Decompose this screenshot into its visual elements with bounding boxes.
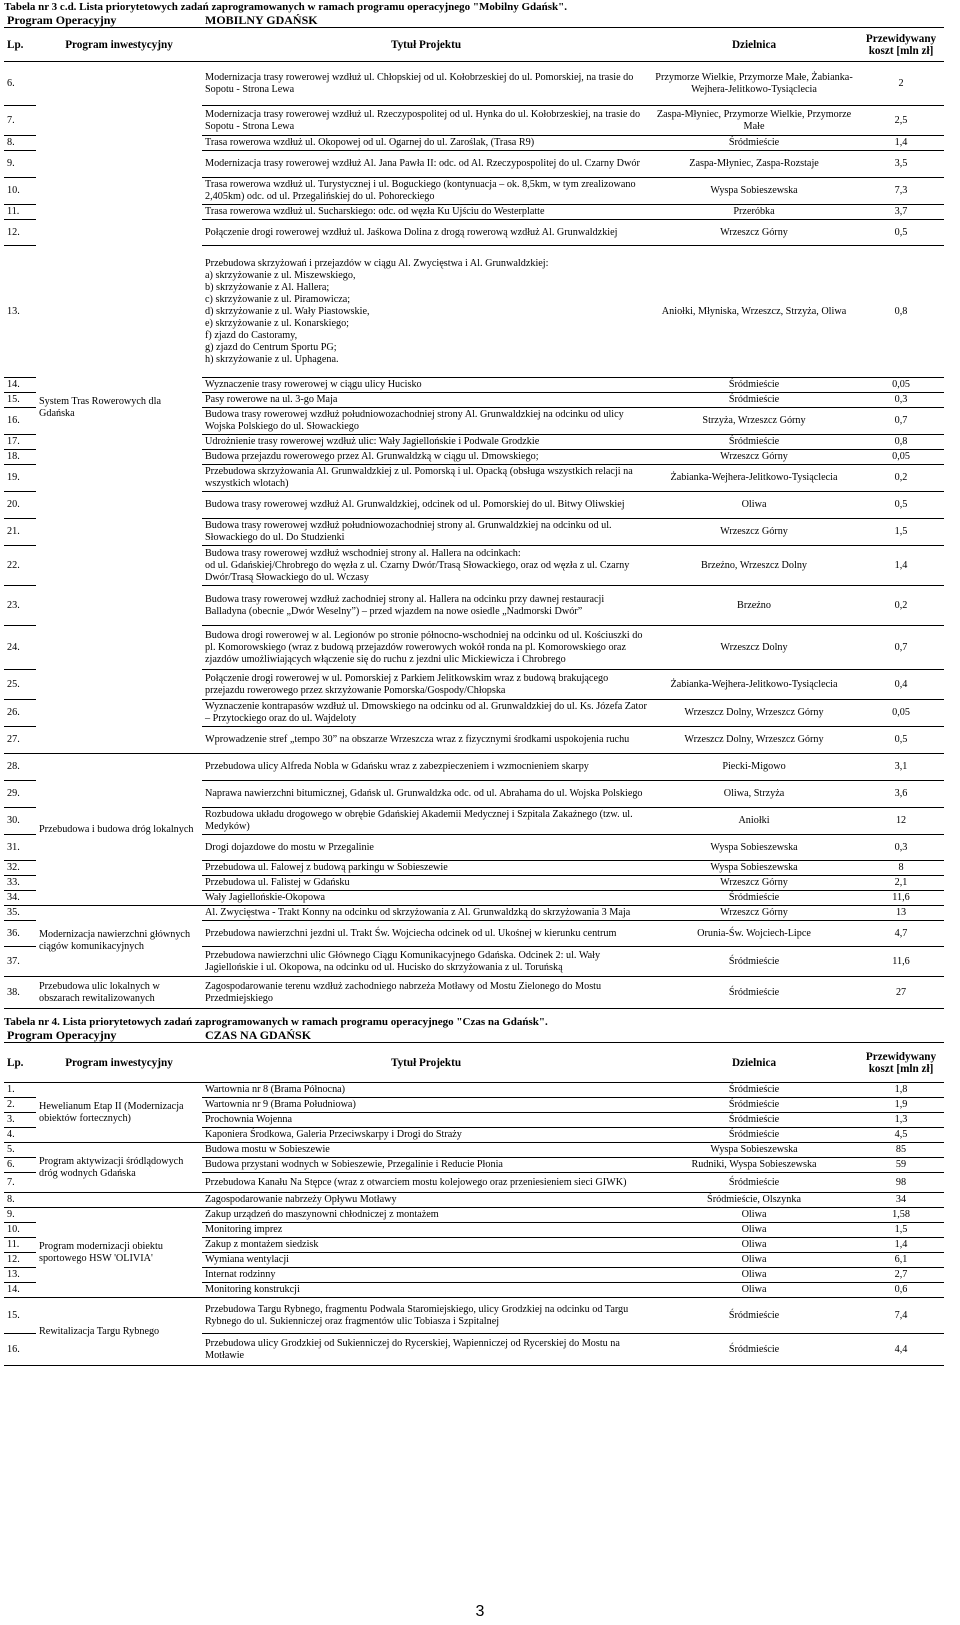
- row-title: Budowa drogi rowerowej w al. Legionów po stronie północno-wschodniej na odcinku od ul. Kościuszki do pl. Komorowskiego (wraz z budową przejazdów rowerowych wokół ronda na pl. Komorowskiego oraz zjazdów umożliwiających włączenie się do ruchu z jezdni ulic Mickiewicza i Chrobrego: [202, 626, 650, 670]
- row-lp: 14.: [4, 378, 36, 393]
- row-title: Budowa trasy rowerowej wzdłuż południowozachodniej strony Al. Grunwaldzkiej na odcinku od ulicy Wojska Polskiego do ul. Słowackiego: [202, 408, 650, 435]
- row-lp: 4.: [4, 1128, 36, 1143]
- header-program: Program inwestycyjny: [36, 28, 202, 62]
- row-title: Udrożnienie trasy rowerowej wzdłuż ulic: Wały Jagiellońskie i Podwale Grodzkie: [202, 435, 650, 450]
- table-row: [4, 62, 944, 106]
- row-cost: 1,58: [858, 1208, 944, 1223]
- row-cost: 0,8: [858, 435, 944, 450]
- row-district: Śródmieście: [650, 1298, 858, 1334]
- row-lp: 29.: [4, 781, 36, 808]
- row-lp: 10.: [4, 178, 36, 205]
- row-lp: 34.: [4, 891, 36, 906]
- row-lp: 27.: [4, 727, 36, 754]
- row-program: [36, 1193, 202, 1208]
- document-page: [4, 2, 944, 1366]
- row-cost: 1,4: [858, 546, 944, 586]
- header-title: Tytuł Projektu: [202, 28, 650, 62]
- table-row: [4, 977, 944, 1009]
- row-lp: 12.: [4, 1253, 36, 1268]
- row-title: Wartownia nr 8 (Brama Północna): [202, 1083, 650, 1098]
- row-cost: 8: [858, 861, 944, 876]
- row-title: Trasa rowerowa wzdłuż ul. Okopowej od ul. Ogarnej do ul. Zaroślak, (Trasa R9): [202, 136, 650, 151]
- row-lp: 6.: [4, 1158, 36, 1173]
- row-district: Wrzeszcz Górny: [650, 450, 858, 465]
- row-lp: 16.: [4, 408, 36, 435]
- row-title: Przebudowa Targu Rybnego, fragmentu Podwala Staromiejskiego, ulicy Grodzkiej na odcinku od Targu Rybnego do ul. Sukienniczej oraz fragmentów ulic Tobiasza i Szpitalnej: [202, 1298, 650, 1334]
- row-district: Oliwa: [650, 1283, 858, 1298]
- row-title: Zakup z montażem siedzisk: [202, 1238, 650, 1253]
- program-label: Program Operacyjny: [4, 13, 202, 28]
- row-cost: 27: [858, 977, 944, 1009]
- row-lp: 36.: [4, 921, 36, 947]
- row-district: Śródmieście: [650, 947, 858, 977]
- row-cost: 7,3: [858, 178, 944, 205]
- row-title: Połączenie drogi rowerowej wzdłuż ul. Jaśkowa Dolina z drogą rowerową wzdłuż Al. Grunwaldzkiej: [202, 220, 650, 246]
- row-district: Piecki-Migowo: [650, 754, 858, 781]
- row-district: Wyspa Sobieszewska: [650, 861, 858, 876]
- row-district: Strzyża, Wrzeszcz Górny: [650, 408, 858, 435]
- row-title: Budowa mostu w Sobieszewie: [202, 1143, 650, 1158]
- row-cost: 0,6: [858, 1283, 944, 1298]
- row-lp: 9.: [4, 1208, 36, 1223]
- header-cost: Przewidywany koszt [mln zł]: [858, 1043, 944, 1083]
- row-cost: 1,4: [858, 136, 944, 151]
- row-cost: 0,5: [858, 220, 944, 246]
- row-title: Budowa trasy rowerowej wzdłuż Al. Grunwaldzkiej, odcinek od ul. Pomorskiej do ul. Bitwy Oliwskiej: [202, 492, 650, 519]
- table4-caption: Tabela nr 4. Lista priorytetowych zadań zaprogramowanych w ramach programu operacyjnego "Czas na Gdańsk".: [4, 1016, 548, 1028]
- row-cost: 2,1: [858, 876, 944, 891]
- row-lp: 8.: [4, 1193, 36, 1208]
- row-title: Modernizacja trasy rowerowej wzdłuż ul. Chłopskiej od ul. Kołobrzeskiej do ul. Pomorskiej, na trasie do Sopotu - Strona Lewa: [202, 62, 650, 106]
- header-lp: Lp.: [4, 28, 36, 62]
- row-cost: 0,2: [858, 465, 944, 492]
- row-cost: 34: [858, 1193, 944, 1208]
- row-lp: 12.: [4, 220, 36, 246]
- row-title: Wartownia nr 9 (Brama Południowa): [202, 1098, 650, 1113]
- row-lp: 5.: [4, 1143, 36, 1158]
- row-lp: 9.: [4, 151, 36, 178]
- row-district: Wrzeszcz Dolny, Wrzeszcz Górny: [650, 727, 858, 754]
- table3: [4, 13, 944, 1009]
- row-district: Rudniki, Wyspa Sobieszewska: [650, 1158, 858, 1173]
- row-title: Przebudowa ul. Falistej w Gdańsku: [202, 876, 650, 891]
- row-title: Budowa trasy rowerowej wzdłuż południowozachodniej strony al. Grunwaldzkiej na odcinku od ul. Słowackiego do ul. Do Studzienki: [202, 519, 650, 546]
- row-district: Śródmieście: [650, 1098, 858, 1113]
- row-title: Wymiana wentylacji: [202, 1253, 650, 1268]
- row-cost: 3,7: [858, 205, 944, 220]
- row-lp: 37.: [4, 947, 36, 977]
- row-district: Żabianka-Wejhera-Jelitkowo-Tysiąclecia: [650, 465, 858, 492]
- row-cost: 0,5: [858, 492, 944, 519]
- row-cost: 0,05: [858, 700, 944, 727]
- program-label: Program Operacyjny: [4, 1028, 202, 1043]
- row-cost: 0,05: [858, 450, 944, 465]
- row-title: Połączenie drogi rowerowej w ul. Pomorskiej z Parkiem Jelitkowskim wraz z budową brakującego przejazdu rowerowego przez skrzyżowanie Pomorska/Gospody/Chłopska: [202, 670, 650, 700]
- row-title: Modernizacja trasy rowerowej wzdłuż Al. Jana Pawła II: odc. od Al. Rzeczypospolitej do ul. Czarny Dwór: [202, 151, 650, 178]
- row-district: Wrzeszcz Górny: [650, 519, 858, 546]
- row-lp: 6.: [4, 62, 36, 106]
- row-lp: 24.: [4, 626, 36, 670]
- row-cost: 1,4: [858, 1238, 944, 1253]
- table-row: [4, 1143, 944, 1158]
- row-cost: 1,8: [858, 1083, 944, 1098]
- row-cost: 59: [858, 1158, 944, 1173]
- header-cost: Przewidywany koszt [mln zł]: [858, 28, 944, 62]
- row-district: Aniołki: [650, 808, 858, 835]
- row-lp: 18.: [4, 450, 36, 465]
- row-district: Brzeźno, Wrzeszcz Dolny: [650, 546, 858, 586]
- row-program: Przebudowa i budowa dróg lokalnych: [36, 754, 202, 906]
- row-lp: 15.: [4, 393, 36, 408]
- row-title: Trasa rowerowa wzdłuż ul. Sucharskiego: odc. od węzła Ku Ujściu do Westerplatte: [202, 205, 650, 220]
- row-cost: 4,5: [858, 1128, 944, 1143]
- row-lp: 3.: [4, 1113, 36, 1128]
- header-district: Dzielnica: [650, 1043, 858, 1083]
- table4-header-row: [4, 1043, 944, 1083]
- table-row: [4, 1193, 944, 1208]
- row-lp: 22.: [4, 546, 36, 586]
- row-district: Oliwa: [650, 1238, 858, 1253]
- row-lp: 11.: [4, 205, 36, 220]
- row-cost: 1,5: [858, 519, 944, 546]
- row-title: Przebudowa skrzyżowania Al. Grunwaldzkiej z ul. Pomorską i ul. Opacką (obsługa wszystkich relacji na wszystkich wlotach): [202, 465, 650, 492]
- row-district: Wyspa Sobieszewska: [650, 835, 858, 861]
- row-district: Śródmieście: [650, 393, 858, 408]
- row-district: Przymorze Wielkie, Przymorze Małe, Żabianka-Wejhera-Jelitkowo-Tysiąclecia: [650, 62, 858, 106]
- row-cost: 0,7: [858, 408, 944, 435]
- row-title: Kaponiera Środkowa, Galeria Przeciwskarpy i Drogi do Straży: [202, 1128, 650, 1143]
- row-lp: 10.: [4, 1223, 36, 1238]
- row-cost: 0,5: [858, 727, 944, 754]
- page-number: 3: [475, 1603, 485, 1620]
- row-lp: 32.: [4, 861, 36, 876]
- row-cost: 12: [858, 808, 944, 835]
- program-name: CZAS NA GDAŃSK: [202, 1028, 944, 1043]
- row-district: Oliwa: [650, 1208, 858, 1223]
- row-title: Rozbudowa układu drogowego w obrębie Gdańskiej Akademii Medycznej i Szpitala Zakaźnego (tzw. ul. Medyków): [202, 808, 650, 835]
- row-lp: 35.: [4, 906, 36, 921]
- row-cost: 0,4: [858, 670, 944, 700]
- row-title: Internat rodzinny: [202, 1268, 650, 1283]
- row-cost: 1,9: [858, 1098, 944, 1113]
- table-row: [4, 906, 944, 921]
- row-lp: 13.: [4, 1268, 36, 1283]
- row-district: Zaspa-Młyniec, Przymorze Wielkie, Przymorze Małe: [650, 106, 858, 136]
- row-title: Monitoring konstrukcji: [202, 1283, 650, 1298]
- row-cost: 1,3: [858, 1113, 944, 1128]
- header-district: Dzielnica: [650, 28, 858, 62]
- row-lp: 26.: [4, 700, 36, 727]
- row-cost: 13: [858, 906, 944, 921]
- row-title: Naprawa nawierzchni bitumicznej, Gdańsk ul. Grunwaldzka odc. od ul. Abrahama do ul. Wojska Polskiego: [202, 781, 650, 808]
- row-district: Śródmieście: [650, 1173, 858, 1193]
- row-district: Oliwa, Strzyża: [650, 781, 858, 808]
- row-lp: 8.: [4, 136, 36, 151]
- row-title: Trasa rowerowa wzdłuż ul. Turystycznej i ul. Boguckiego (kontynuacja – ok. 8,5km, w tym zrealizowano 2,405km) odc. od ul. Przegalińskiej do ul. Pohoreckiego: [202, 178, 650, 205]
- row-lp: 7.: [4, 106, 36, 136]
- row-cost: 7,4: [858, 1298, 944, 1334]
- row-district: Wrzeszcz Dolny, Wrzeszcz Górny: [650, 700, 858, 727]
- row-district: Aniołki, Młyniska, Wrzeszcz, Strzyża, Oliwa: [650, 246, 858, 378]
- row-district: Wrzeszcz Dolny: [650, 626, 858, 670]
- row-title: Budowa trasy rowerowej wzdłuż wschodniej strony al. Hallera na odcinkach: od ul. Gdańskiej/Chrobrego do węzła z ul. Czarny Dwór/Trasą Słowackiego, oraz od węzła z ul. Czarny Dwór/Trasą Słowackiego do ul. Wczasy: [202, 546, 650, 586]
- table-row: [4, 1083, 944, 1098]
- row-title: Al. Zwycięstwa - Trakt Konny na odcinku od skrzyżowania z Al. Grunwaldzką do skrzyżowania 3 Maja: [202, 906, 650, 921]
- row-title: Drogi dojazdowe do mostu w Przegalinie: [202, 835, 650, 861]
- row-title: Modernizacja trasy rowerowej wzdłuż ul. Rzeczypospolitej od ul. Hynka do ul. Kołobrzeskiej, na trasie do Sopotu - Strona Lewa: [202, 106, 650, 136]
- row-cost: 3,1: [858, 754, 944, 781]
- row-district: Śródmieście, Olszynka: [650, 1193, 858, 1208]
- row-district: Śródmieście: [650, 378, 858, 393]
- row-lp: 11.: [4, 1238, 36, 1253]
- row-cost: 11,6: [858, 891, 944, 906]
- row-title: Przebudowa nawierzchni ulic Głównego Ciągu Komunikacyjnego Gdańska. Odcinek 2: ul. Wały Jagiellońskie i ul. Okopowa, na odcinku od ul. Hucisko do skrzyżowania z ul. Toruńską: [202, 947, 650, 977]
- header-title: Tytuł Projektu: [202, 1043, 650, 1083]
- row-district: Wyspa Sobieszewska: [650, 1143, 858, 1158]
- row-program: Program modernizacji obiektu sportowego HSW 'OLIVIA': [36, 1208, 202, 1298]
- row-lp: 14.: [4, 1283, 36, 1298]
- row-district: Oliwa: [650, 1253, 858, 1268]
- row-cost: 0,3: [858, 393, 944, 408]
- row-district: Brzeźno: [650, 586, 858, 626]
- row-cost: 2,5: [858, 106, 944, 136]
- header-program: Program inwestycyjny: [36, 1043, 202, 1083]
- row-title: Przebudowa ulicy Alfreda Nobla w Gdańsku wraz z zabezpieczeniem i wzmocnieniem skarpy: [202, 754, 650, 781]
- row-title: Wyznaczenie kontrapasów wzdłuż ul. Dmowskiego na odcinku od al. Grunwaldzkiej do ul. Ks. Józefa Zator – Przytockiego oraz do ul. Wajdeloty: [202, 700, 650, 727]
- row-cost: 6,1: [858, 1253, 944, 1268]
- row-title: Zagospodarowanie nabrzeży Opływu Motławy: [202, 1193, 650, 1208]
- row-district: Zaspa-Młyniec, Zaspa-Rozstaje: [650, 151, 858, 178]
- row-district: Orunia-Św. Wojciech-Lipce: [650, 921, 858, 947]
- row-district: Śródmieście: [650, 136, 858, 151]
- row-lp: 2.: [4, 1098, 36, 1113]
- row-lp: 20.: [4, 492, 36, 519]
- row-title: Prochownia Wojenna: [202, 1113, 650, 1128]
- row-cost: 0,3: [858, 835, 944, 861]
- row-district: Śródmieście: [650, 977, 858, 1009]
- row-cost: 3,5: [858, 151, 944, 178]
- row-district: Wrzeszcz Górny: [650, 876, 858, 891]
- row-district: Oliwa: [650, 492, 858, 519]
- row-lp: 15.: [4, 1298, 36, 1334]
- row-district: Śródmieście: [650, 1113, 858, 1128]
- row-lp: 17.: [4, 435, 36, 450]
- row-title: Zagospodarowanie terenu wzdłuż zachodniego nabrzeża Motławy od Mostu Zielonego do Mostu Przedmiejskiego: [202, 977, 650, 1009]
- table4-program-row: [4, 1028, 944, 1043]
- row-program: Hewelianum Etap II (Modernizacja obiektów fortecznych): [36, 1083, 202, 1143]
- row-title: Przebudowa skrzyżowań i przejazdów w ciągu Al. Zwycięstwa i Al. Grunwaldzkiej: a) skrzyżowanie z ul. Miszewskiego, b) skrzyżowanie z Al. Hallera; c) skrzyżowanie z ul. Piramowicza; d) skrzyżowanie z ul. Wały Piastowskie, e) skrzyżowanie z ul. Konarskiego; f) zjazd do Castoramy, g) zjazd do Centrum Sportu PG; h) skrzyżowanie z ul. Uphagena.: [202, 246, 650, 378]
- program-name: MOBILNY GDAŃSK: [202, 13, 944, 28]
- table3-header-row: [4, 28, 944, 62]
- table-row: [4, 1208, 944, 1223]
- row-lp: 1.: [4, 1083, 36, 1098]
- row-cost: 0,2: [858, 586, 944, 626]
- row-program: System Tras Rowerowych dla Gdańska: [36, 62, 202, 754]
- row-title: Przebudowa ulicy Grodzkiej od Sukienniczej do Rycerskiej, Wapienniczej od Rycerskiej do Mostu na Motławie: [202, 1334, 650, 1366]
- row-cost: 98: [858, 1173, 944, 1193]
- row-lp: 28.: [4, 754, 36, 781]
- row-lp: 23.: [4, 586, 36, 626]
- table3-caption: Tabela nr 3 c.d. Lista priorytetowych zadań zaprogramowanych w ramach programu operacyjnego "Mobilny Gdańsk".: [4, 1, 568, 13]
- row-district: Śródmieście: [650, 891, 858, 906]
- row-title: Monitoring imprez: [202, 1223, 650, 1238]
- row-title: Budowa przystani wodnych w Sobieszewie, Przegalinie i Reducie Płonia: [202, 1158, 650, 1173]
- row-district: Śródmieście: [650, 435, 858, 450]
- row-district: Śródmieście: [650, 1334, 858, 1366]
- row-lp: 31.: [4, 835, 36, 861]
- row-program: Rewitalizacja Targu Rybnego: [36, 1298, 202, 1366]
- row-lp: 30.: [4, 808, 36, 835]
- row-district: Wyspa Sobieszewska: [650, 178, 858, 205]
- row-district: Wrzeszcz Górny: [650, 220, 858, 246]
- row-title: Wprowadzenie stref „tempo 30” na obszarze Wrzeszcza wraz z fizycznymi środkami uspokojenia ruchu: [202, 727, 650, 754]
- row-program: Przebudowa ulic lokalnych w obszarach rewitalizowanych: [36, 977, 202, 1009]
- row-district: Śródmieście: [650, 1083, 858, 1098]
- row-title: Wyznaczenie trasy rowerowej w ciągu ulicy Hucisko: [202, 378, 650, 393]
- table-row: [4, 754, 944, 781]
- row-district: Żabianka-Wejhera-Jelitkowo-Tysiąclecia: [650, 670, 858, 700]
- row-program: Modernizacja nawierzchni głównych ciągów komunikacyjnych: [36, 906, 202, 977]
- row-title: Przebudowa nawierzchni jezdni ul. Trakt Św. Wojciecha odcinek od ul. Ukośnej w kierunku centrum: [202, 921, 650, 947]
- table3-program-row: [4, 13, 944, 28]
- row-lp: 25.: [4, 670, 36, 700]
- row-cost: 4,7: [858, 921, 944, 947]
- row-title: Wały Jagiellońskie-Okopowa: [202, 891, 650, 906]
- row-title: Budowa trasy rowerowej wzdłuż zachodniej strony al. Hallera na odcinku przy dawnej restauracji Balladyna (obecnie „Dwór Weselny”) – przed wjazdem na nowe osiedle „Nadmorski Dwór”: [202, 586, 650, 626]
- row-district: Przeróbka: [650, 205, 858, 220]
- row-title: Pasy rowerowe na ul. 3-go Maja: [202, 393, 650, 408]
- row-cost: 0,7: [858, 626, 944, 670]
- row-district: Śródmieście: [650, 1128, 858, 1143]
- row-lp: 21.: [4, 519, 36, 546]
- row-title: Zakup urządzeń do maszynowni chłodniczej z montażem: [202, 1208, 650, 1223]
- table-row: [4, 1298, 944, 1334]
- row-cost: 2: [858, 62, 944, 106]
- table4: [4, 1028, 944, 1366]
- row-cost: 85: [858, 1143, 944, 1158]
- row-lp: 33.: [4, 876, 36, 891]
- row-lp: 16.: [4, 1334, 36, 1366]
- row-lp: 13.: [4, 246, 36, 378]
- row-district: Oliwa: [650, 1223, 858, 1238]
- row-cost: 4,4: [858, 1334, 944, 1366]
- row-cost: 0,05: [858, 378, 944, 393]
- row-lp: 7.: [4, 1173, 36, 1193]
- row-title: Przebudowa ul. Falowej z budową parkingu w Sobieszewie: [202, 861, 650, 876]
- row-title: Przebudowa Kanału Na Stępce (wraz z otwarciem mostu kolejowego oraz przeniesieniem sieci GIWK): [202, 1173, 650, 1193]
- row-cost: 3,6: [858, 781, 944, 808]
- row-lp: 38.: [4, 977, 36, 1009]
- header-lp: Lp.: [4, 1043, 36, 1083]
- row-cost: 0,8: [858, 246, 944, 378]
- row-title: Budowa przejazdu rowerowego przez Al. Grunwaldzką w ciągu ul. Dmowskiego;: [202, 450, 650, 465]
- row-program: Program aktywizacji śródlądowych dróg wodnych Gdańska: [36, 1143, 202, 1193]
- row-district: Wrzeszcz Górny: [650, 906, 858, 921]
- row-lp: 19.: [4, 465, 36, 492]
- row-district: Oliwa: [650, 1268, 858, 1283]
- row-cost: 2,7: [858, 1268, 944, 1283]
- row-cost: 11,6: [858, 947, 944, 977]
- row-cost: 1,5: [858, 1223, 944, 1238]
